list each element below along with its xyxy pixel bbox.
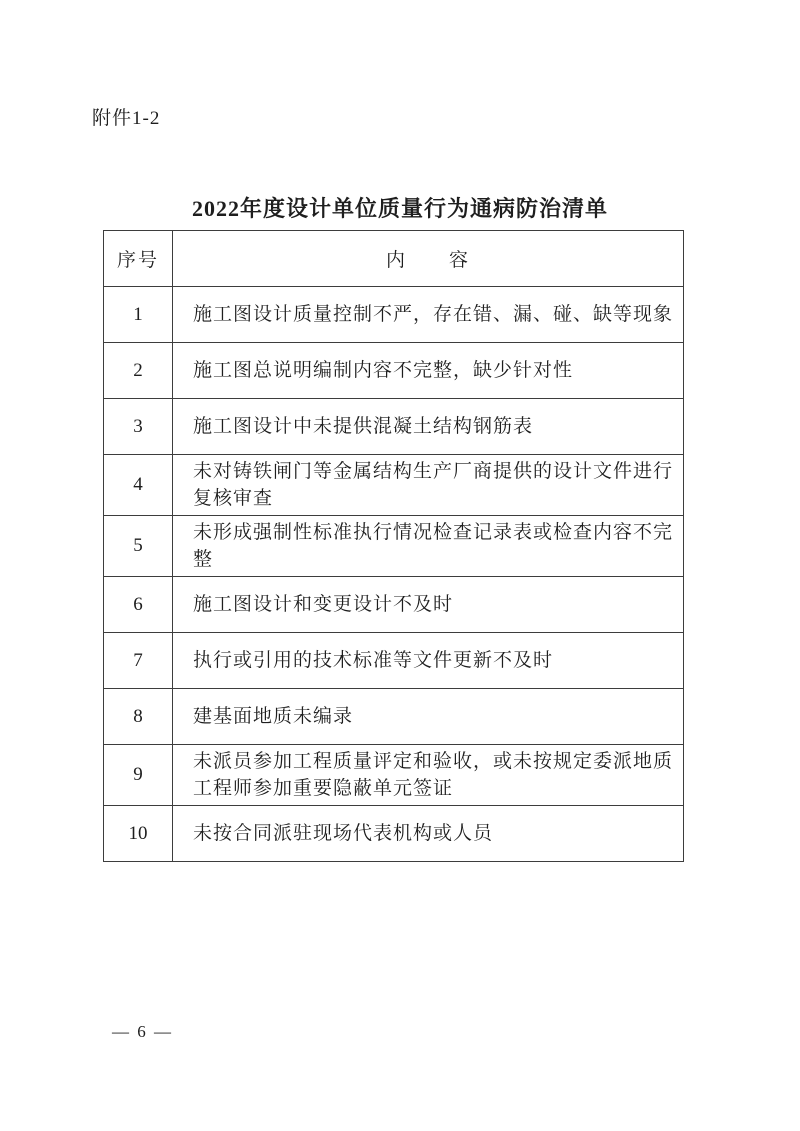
table-row bbox=[104, 516, 684, 577]
row-number: 3 bbox=[104, 399, 173, 455]
row-number: 9 bbox=[104, 745, 173, 806]
page-title: 2022年度设计单位质量行为通病防治清单 bbox=[191, 196, 608, 221]
row-content: 未派员参加工程质量评定和验收，或未按规定委派地质工程师参加重要隐蔽单元签证 bbox=[173, 745, 684, 806]
row-number: 10 bbox=[104, 806, 173, 862]
table-row bbox=[104, 745, 684, 806]
table-row bbox=[104, 399, 684, 455]
row-content: 执行或引用的技术标准等文件更新不及时 bbox=[173, 633, 684, 689]
row-content: 施工图设计质量控制不严，存在错、漏、碰、缺等现象 bbox=[173, 287, 684, 343]
table-body bbox=[104, 287, 684, 862]
header-cell-no: 序号 bbox=[104, 231, 173, 287]
row-number: 2 bbox=[104, 343, 173, 399]
header-cell-content: 内 容 bbox=[173, 231, 684, 287]
row-content: 未对铸铁闸门等金属结构生产厂商提供的设计文件进行复核审查 bbox=[173, 455, 684, 516]
row-number: 4 bbox=[104, 455, 173, 516]
table-header bbox=[104, 231, 684, 287]
table-row bbox=[104, 633, 684, 689]
page-number: — 6 — bbox=[112, 1022, 173, 1041]
row-content: 未形成强制性标准执行情况检查记录表或检查内容不完整 bbox=[173, 516, 684, 577]
row-number: 6 bbox=[104, 577, 173, 633]
table-row bbox=[104, 287, 684, 343]
row-content: 施工图总说明编制内容不完整，缺少针对性 bbox=[173, 343, 684, 399]
defect-list-table bbox=[103, 230, 684, 862]
table-row bbox=[104, 577, 684, 633]
table-row bbox=[104, 689, 684, 745]
attachment-label: 附件1-2 bbox=[92, 108, 161, 129]
row-number: 5 bbox=[104, 516, 173, 577]
row-number: 1 bbox=[104, 287, 173, 343]
row-content: 建基面地质未编录 bbox=[173, 689, 684, 745]
row-content: 未按合同派驻现场代表机构或人员 bbox=[173, 806, 684, 862]
table-header-row bbox=[104, 231, 684, 287]
table-row bbox=[104, 343, 684, 399]
row-number: 7 bbox=[104, 633, 173, 689]
row-content: 施工图设计中未提供混凝土结构钢筋表 bbox=[173, 399, 684, 455]
row-content: 施工图设计和变更设计不及时 bbox=[173, 577, 684, 633]
row-number: 8 bbox=[104, 689, 173, 745]
table-row bbox=[104, 806, 684, 862]
table-row bbox=[104, 455, 684, 516]
